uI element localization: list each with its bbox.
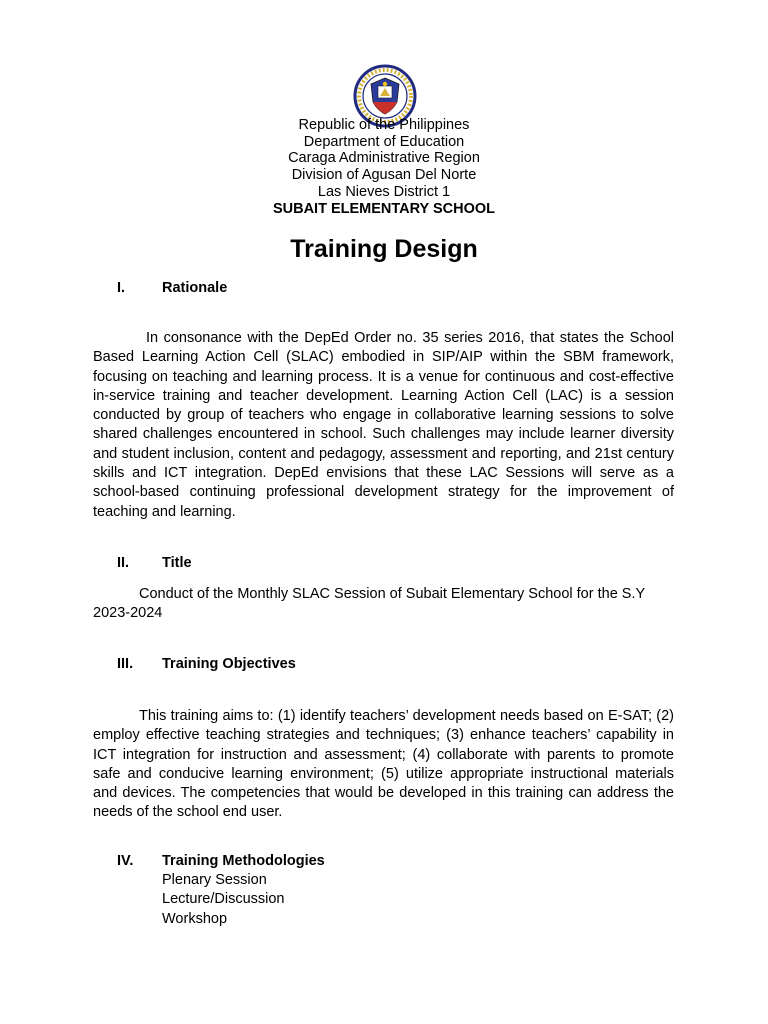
section-title: Title: [162, 555, 192, 571]
objectives-paragraph: This training aims to: (1) identify teachers’ development needs based on E-SAT; (2) employ effective teaching strategies and techniques; (3) enhance teachers’ capability in ICT integration for instruction and assessment; (4) collaborate with parents to promote safe and conducive learning environment; (5) utilize appropriate instructional materials and devices. The competencies that would be developed in this training can address the needs of the school end user.: [93, 708, 674, 821]
section-number: I.: [117, 280, 126, 296]
school-name: SUBAIT ELEMENTARY SCHOOL: [272, 200, 496, 217]
methodologies-list: [162, 871, 285, 929]
section-number: III.: [117, 656, 134, 672]
section-number: IV.: [117, 853, 134, 869]
header-line-district: Las Nieves District 1: [317, 183, 451, 200]
section-title: Rationale: [162, 280, 228, 296]
section-heading-title: [117, 554, 192, 573]
header-line-department: Department of Education: [303, 133, 465, 150]
header-line-republic: Republic of the Philippines: [298, 117, 470, 133]
section-number: II.: [117, 555, 130, 571]
list-item: Plenary Session: [162, 872, 267, 888]
title-paragraph: Conduct of the Monthly SLAC Session of Subait Elementary School for the S.Y 2023-2024: [93, 586, 645, 622]
section-heading-training-objectives: [117, 655, 296, 674]
list-item: Workshop: [162, 910, 228, 927]
section-heading-training-methodologies: [117, 852, 325, 871]
section-heading-rationale: [117, 279, 227, 298]
document-title: Training Design: [290, 235, 478, 263]
section-title: Training Methodologies: [162, 853, 325, 869]
header-line-division: Division of Agusan Del Norte: [291, 167, 477, 184]
rationale-paragraph: In consonance with the DepEd Order no. 35 series 2016, that states the School Based Learning Action Cell (SLAC) embodied in SIP/AIP within the SBM framework, focusing on teaching and learning process. It is a venue for continuous and cost-effective in-service training and teacher development. Learning Action Cell (LAC) is a session conducted by group of teachers who engage in collaborative learning sessions to solve shared challenges encountered in school. Such challenges may include learner diversity and student inclusion, content and pedagogy, assessment and reporting, and 21st century skills and ICT integration. DepEd envisions that these LAC Sessions will serve as a school-based continuing professional development strategy for the improvement of teaching and learning.: [93, 330, 674, 520]
list-item: Lecture/Discussion: [162, 891, 285, 908]
section-title: Training Objectives: [162, 656, 296, 672]
header-line-region: Caraga Administrative Region: [288, 150, 480, 167]
document-header: [0, 117, 768, 217]
